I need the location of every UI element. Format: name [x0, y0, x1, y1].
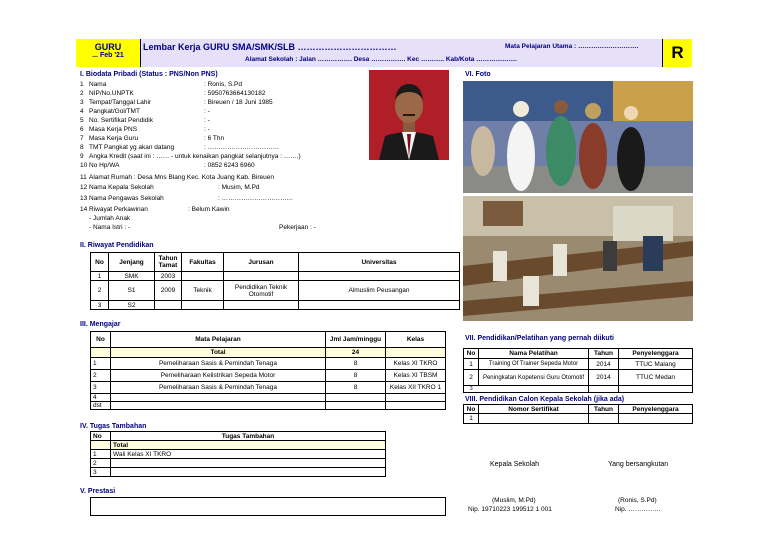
table-row: 1 Wali Kelas XI TKRO	[91, 450, 386, 459]
group-photo	[463, 81, 693, 193]
yang-bersangkutan-label: Yang bersangkutan	[608, 461, 669, 468]
guru-badge	[76, 39, 141, 67]
calon-heading: VIII. Pendidikan Calon Kepala Sekolah (jika ada)	[465, 396, 625, 403]
page-title: Lembar Kerja GURU SMA/SMK/SLB ……………………………	[143, 42, 397, 52]
col-header: Penyelenggara	[619, 349, 693, 359]
col-header: No	[91, 332, 111, 348]
col-header: Jurusan	[224, 253, 299, 272]
mengajar-heading: III. Mengajar	[80, 321, 121, 328]
guru-label: GURU	[94, 42, 122, 52]
col-header: Tahun Tamat	[155, 253, 182, 272]
col-header: No	[464, 405, 479, 414]
col-header: No	[464, 349, 479, 359]
col-header: No	[91, 253, 109, 272]
prestasi-heading: V. Prestasi	[80, 488, 116, 495]
table-row: 4	[91, 394, 446, 402]
col-header: Nama Pelatihan	[479, 349, 589, 359]
col-header: Nomor Sertifikat	[479, 405, 589, 414]
col-header: Kelas	[386, 332, 446, 348]
col-header: Tahun	[589, 349, 619, 359]
pelatihan-table	[463, 348, 693, 393]
alamat-label: Alamat Sekolah : Jalan ……………. Desa ……………. Kec ……….. Kab/Kota ……………….	[245, 56, 517, 63]
biodata-heading: I. Biodata Pribadi (Status : PNS/Non PNS)	[80, 71, 218, 78]
table-row: 3 Pemeliharaan Sasis & Pemindah Tenaga 8 Kelas XII TKRO 1	[91, 382, 446, 394]
kepala-sekolah-label: Kepala Sekolah	[490, 461, 540, 468]
mapel-label: Mata Pelajaran Utama : ……………………….	[505, 43, 639, 50]
col-header: Tahun	[589, 405, 619, 414]
pendidikan-heading: II. Riwayat Pendidikan	[80, 242, 154, 249]
col-header: Jml Jam/minggu	[326, 332, 386, 348]
table-row: 2	[91, 459, 386, 468]
col-header: Fakultas	[182, 253, 224, 272]
col-header: Penyelenggara	[619, 405, 693, 414]
pekerjaan: Pekerjaan : -	[279, 224, 316, 231]
pendidikan-table	[90, 252, 460, 310]
table-row: 1 SMK 2003	[91, 272, 460, 281]
nama-istri: - Nama Istri : -	[89, 224, 131, 231]
r-badge: R	[662, 39, 692, 67]
table-row: 3	[91, 468, 386, 477]
col-header: No	[91, 432, 111, 441]
col-header: Jenjang	[109, 253, 155, 272]
table-row: 3 S2	[91, 301, 460, 310]
tugas-table	[90, 431, 386, 477]
jumlah-anak: - Jumlah Anak	[89, 215, 131, 222]
calon-table	[463, 404, 693, 424]
col-header: Mata Pelajaran	[111, 332, 326, 348]
table-row: 1 Training Of Trainer Sepeda Motor 2014 TTUC Malang	[464, 359, 693, 370]
table-row: dst	[91, 402, 446, 410]
header-date: ... Feb '21	[92, 52, 124, 59]
classroom-photo	[463, 196, 693, 321]
table-row: 2 S1 2009 Teknik Pendidikan Teknik Otomotif Almuslim Peusangan	[91, 281, 460, 301]
mengajar-table	[90, 331, 446, 410]
tugas-heading: IV. Tugas Tambahan	[80, 423, 147, 430]
col-header: Universitas	[299, 253, 460, 272]
prestasi-box	[90, 497, 446, 516]
total-row: Total	[91, 441, 386, 450]
yang-nip: Nip. ……………	[615, 506, 661, 513]
yang-name: (Ronis, S.Pd)	[618, 497, 657, 504]
table-row: 2 Peningkatan Kopetensi Guru Otomotif 2014 TTUC Medan	[464, 370, 693, 386]
kepala-name: (Muslim, M.Pd)	[492, 497, 536, 504]
table-row: 1	[464, 414, 693, 424]
profile-photo	[369, 70, 449, 160]
foto-heading: VI. Foto	[465, 71, 491, 78]
table-row: 3	[464, 386, 693, 393]
kepala-nip: Nip. 19710223 199512 1 001	[468, 506, 552, 513]
table-row: 1 Pemeliharaan Sasis & Pemindah Tenaga 8 Kelas XI TKRO	[91, 358, 446, 370]
pelatihan-heading: VII. Pendidikan/Pelatihan yang pernah diikuti	[465, 335, 614, 342]
col-header: Tugas Tambahan	[111, 432, 386, 441]
total-row: Total 24	[91, 348, 446, 358]
table-row: 2 Pemeliharaan Kelistrikan Sepeda Motor 8 Kelas XI TBSM	[91, 370, 446, 382]
